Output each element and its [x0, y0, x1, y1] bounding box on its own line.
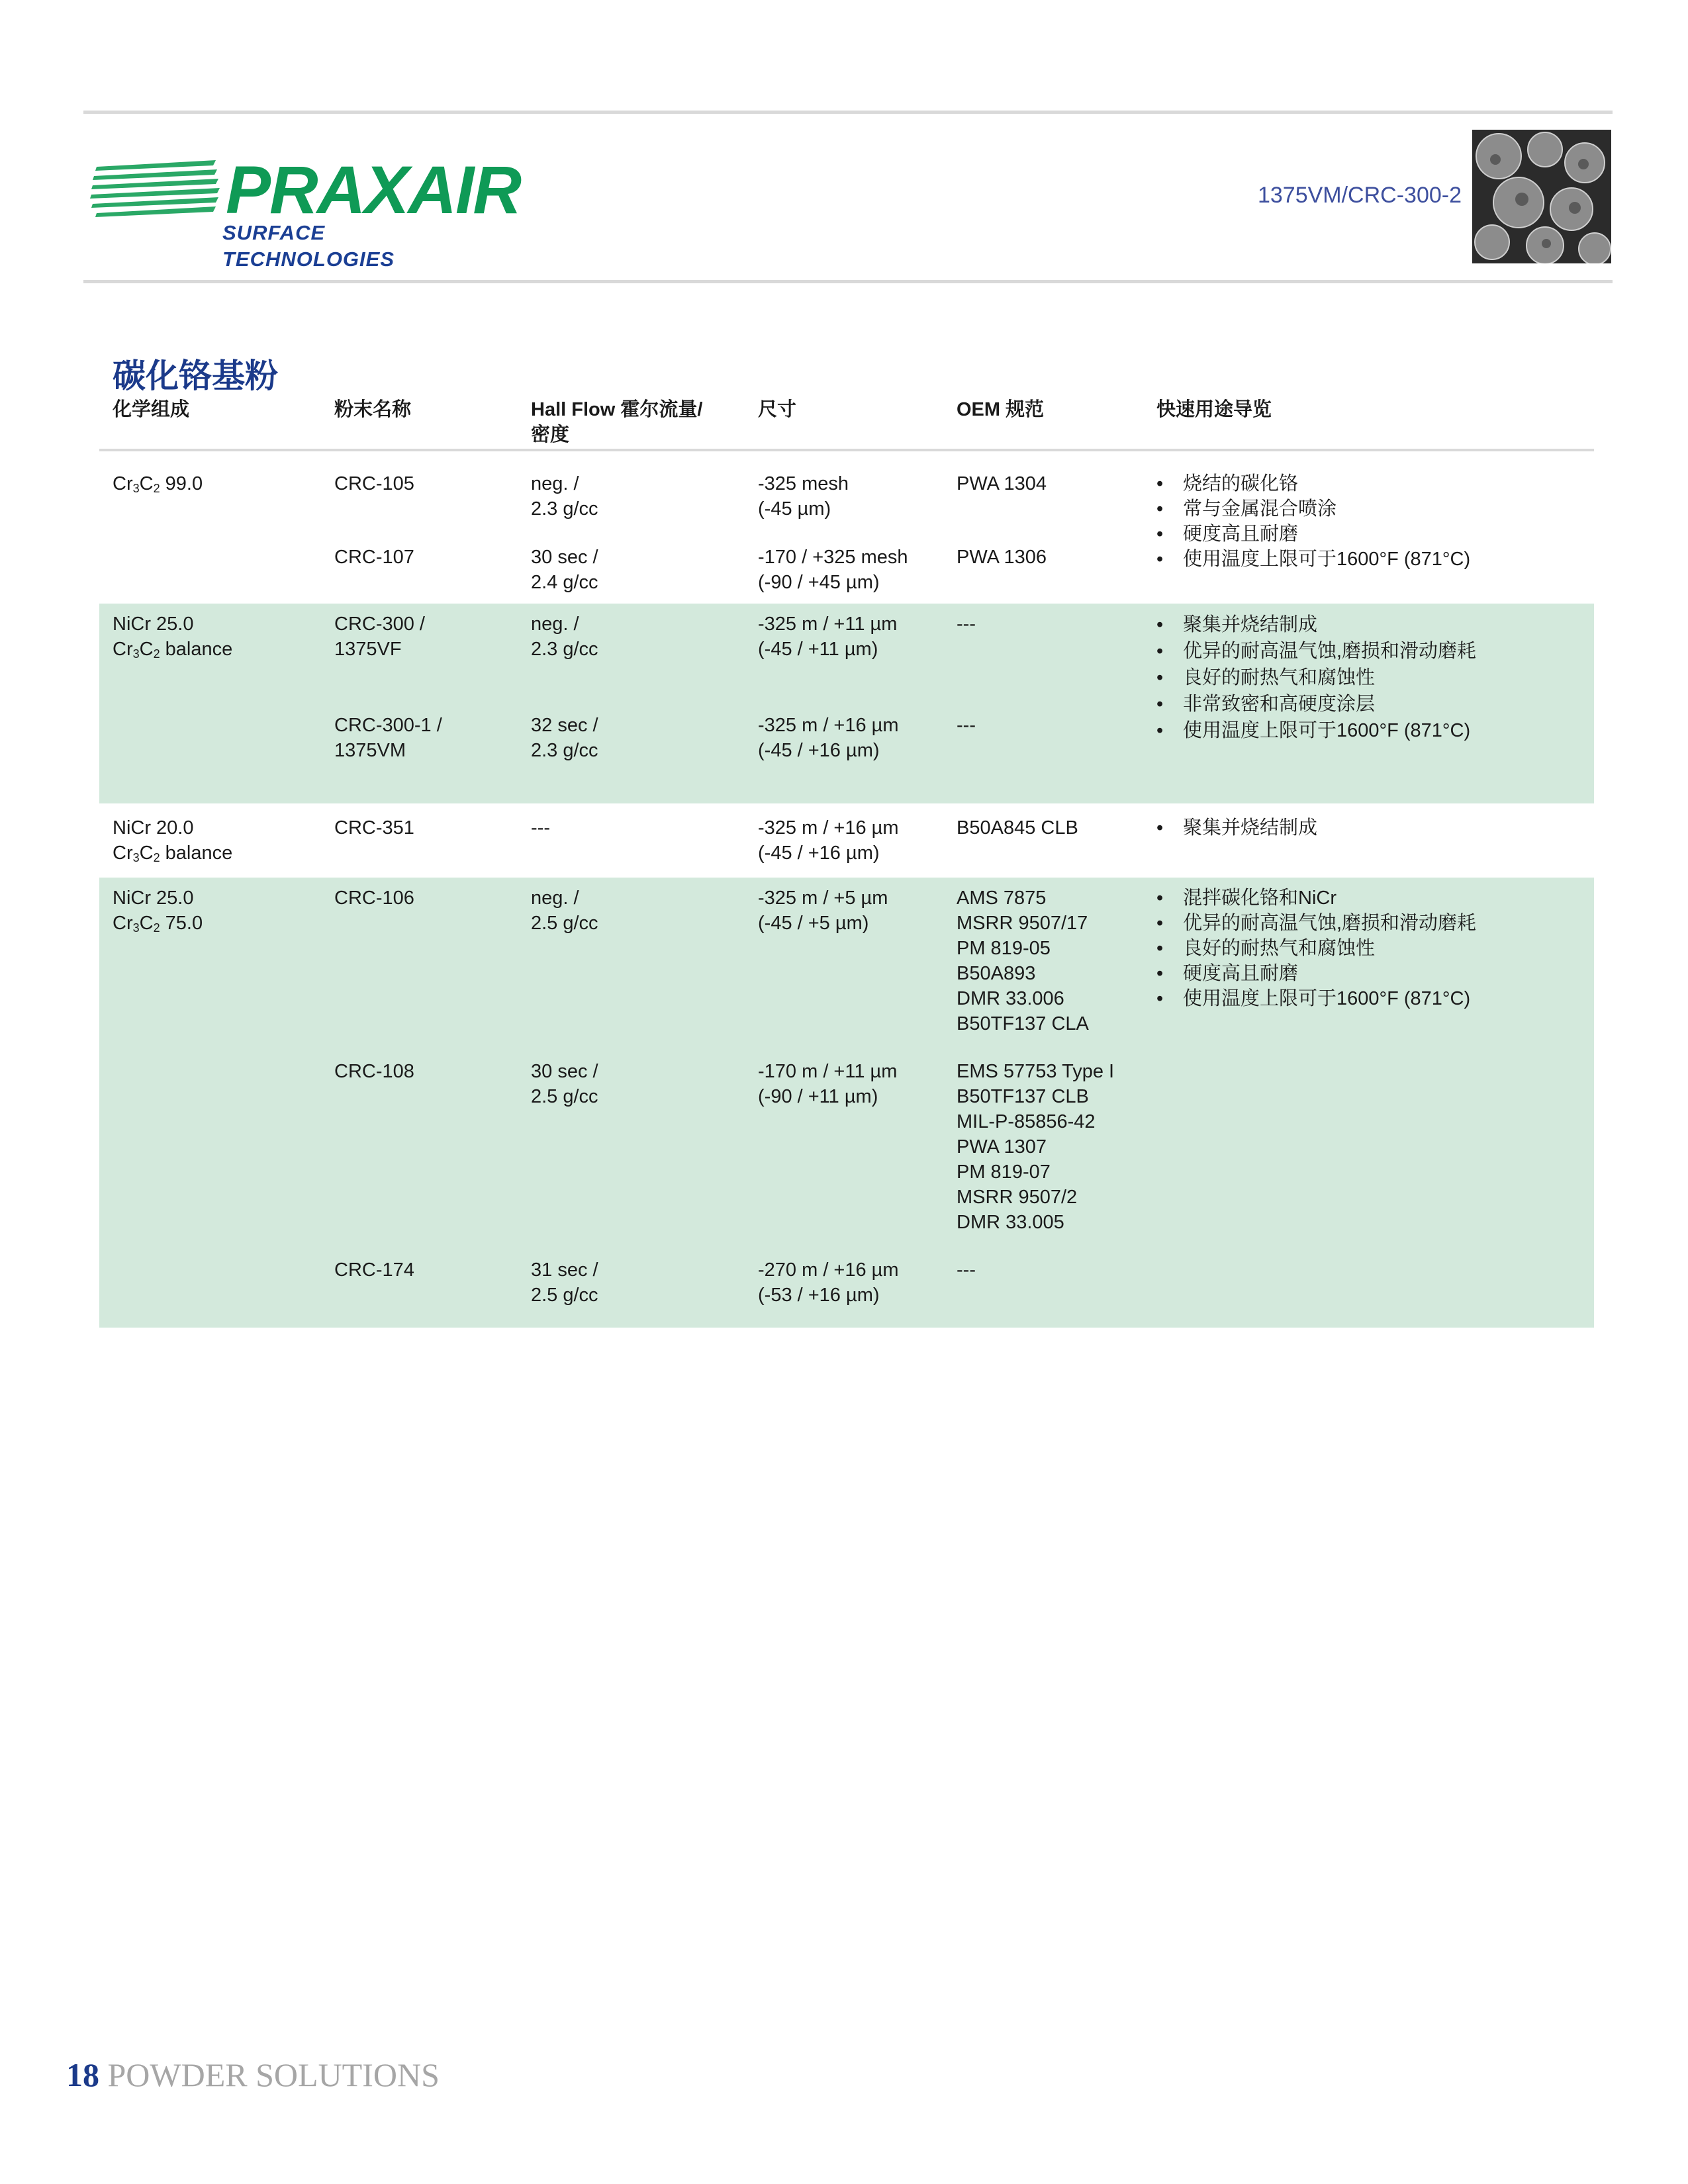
uses-list [1156, 612, 1476, 744]
powder-micrograph-icon [1472, 130, 1611, 263]
list-item: • 硬度高且耐磨 [1156, 522, 1470, 547]
page-number: 18 [66, 2056, 99, 2093]
oem-spec: --- [957, 1259, 976, 1281]
list-item: • 使用温度上限可于1600°F (871°C) [1156, 717, 1476, 744]
page-title: 碳化铬基粉 [113, 356, 278, 395]
hall-flow: 31 sec / 2.5 g/cc [531, 1259, 598, 1306]
powder-name: CRC-300-1 / 1375VM [334, 715, 442, 761]
table-row-group [99, 451, 1594, 604]
header-size: 尺寸 [758, 399, 797, 420]
powder-name: CRC-300 / 1375VF [334, 614, 425, 660]
list-item: • 常与金属混合喷涂 [1156, 496, 1470, 522]
header-uses: 快速用途导览 [1156, 399, 1272, 420]
powder-name: CRC-174 [334, 1259, 414, 1281]
oem-spec: --- [957, 715, 976, 736]
uses-list [1156, 886, 1476, 1011]
list-item: • 使用温度上限可于1600°F (871°C) [1156, 547, 1470, 572]
size: -325 m / +16 µm (-45 / +16 µm) [758, 715, 899, 761]
header-top-divider [83, 111, 1613, 114]
size: -170 m / +11 µm (-90 / +11 µm) [758, 1061, 898, 1107]
praxair-logo [90, 152, 521, 271]
list-item: • 烧结的碳化铬 [1156, 471, 1470, 496]
uses-list [1156, 471, 1470, 572]
table-row-group [99, 803, 1594, 878]
header-oem: OEM 规范 [957, 399, 1045, 420]
header-powder-name: 粉末名称 [334, 399, 412, 420]
composition-cell: NiCr 25.0 $Cr_3C_2$ 75.0 [113, 887, 203, 934]
oem-spec: PWA 1304 [957, 473, 1047, 494]
header-hall-flow-line1: Hall Flow 霍尔流量/ [531, 399, 703, 420]
oem-spec: B50A845 CLB [957, 817, 1078, 839]
list-item: • 良好的耐热气和腐蚀性 [1156, 664, 1476, 691]
hall-flow: 32 sec / 2.3 g/cc [531, 715, 598, 761]
hall-flow: neg. / 2.5 g/cc [531, 887, 598, 934]
composition-cell: NiCr 20.0 $Cr_3C_2$ balance [113, 817, 233, 864]
logo-subtitle: SURFACE TECHNOLOGIES [222, 221, 395, 271]
hall-flow: --- [531, 817, 550, 839]
size: -325 m / +11 µm (-45 / +11 µm) [758, 614, 898, 660]
hall-flow: neg. / 2.3 g/cc [531, 614, 598, 660]
list-item: • 良好的耐热气和腐蚀性 [1156, 936, 1476, 961]
list-item: • 优异的耐高温气蚀,磨损和滑动磨耗 [1156, 638, 1476, 664]
table-header [99, 390, 1594, 451]
list-item: • 硬度高且耐磨 [1156, 961, 1476, 986]
hall-flow: neg. / 2.3 g/cc [531, 473, 598, 520]
size: -325 mesh (-45 µm) [758, 473, 849, 520]
page-footer [66, 2056, 440, 2094]
list-item: • 优异的耐高温气蚀,磨损和滑动磨耗 [1156, 911, 1476, 936]
powder-name: CRC-107 [334, 547, 414, 568]
list-item: • 使用温度上限可于1600°F (871°C) [1156, 986, 1476, 1011]
size: -325 m / +5 µm (-45 / +5 µm) [758, 887, 888, 934]
header-hall-flow [531, 397, 702, 447]
composition-cell: $Cr_3C_2$ 99.0 [113, 473, 203, 495]
powder-name: CRC-106 [334, 887, 414, 909]
table-row-group [99, 878, 1594, 1328]
powder-name: CRC-351 [334, 817, 414, 839]
table-row-group [99, 604, 1594, 803]
product-code: 1375VM/CRC-300-2 [1257, 183, 1462, 208]
list-item: • 非常致密和高硬度涂层 [1156, 691, 1476, 717]
oem-spec: PWA 1306 [957, 547, 1047, 568]
powder-name: CRC-108 [334, 1061, 414, 1082]
hall-flow: 30 sec / 2.5 g/cc [531, 1061, 598, 1107]
oem-spec: --- [957, 614, 976, 635]
list-item: • 聚集并烧结制成 [1156, 815, 1317, 841]
header-composition: 化学组成 [113, 399, 190, 420]
list-item: • 混拌碳化铬和NiCr [1156, 886, 1476, 911]
size: -325 m / +16 µm (-45 / +16 µm) [758, 817, 899, 864]
hall-flow: 30 sec / 2.4 g/cc [531, 547, 598, 593]
logo-brand-text: PRAXAIR [226, 152, 521, 228]
size: -270 m / +16 µm (-53 / +16 µm) [758, 1259, 899, 1306]
oem-spec: EMS 57753 Type I B50TF137 CLB MIL-P-85856-42 PWA 1307 PM 819-07 MSRR 9507/2 DMR 33.005 [957, 1061, 1115, 1233]
uses-list [1156, 815, 1317, 841]
powder-table [99, 390, 1594, 1328]
composition-cell: NiCr 25.0 $Cr_3C_2$ balance [113, 614, 233, 660]
oem-spec: AMS 7875 MSRR 9507/17 PM 819-05 B50A893 DMR 33.006 B50TF137 CLA [957, 887, 1089, 1034]
header-hall-flow-line2: 密度 [531, 424, 570, 445]
logo-swoosh-icon [90, 160, 222, 220]
powder-name: CRC-105 [334, 473, 414, 494]
header-bottom-divider [83, 280, 1613, 283]
list-item: • 聚集并烧结制成 [1156, 612, 1476, 638]
footer-section: POWDER SOLUTIONS [107, 2056, 440, 2093]
size: -170 / +325 mesh (-90 / +45 µm) [758, 547, 908, 593]
